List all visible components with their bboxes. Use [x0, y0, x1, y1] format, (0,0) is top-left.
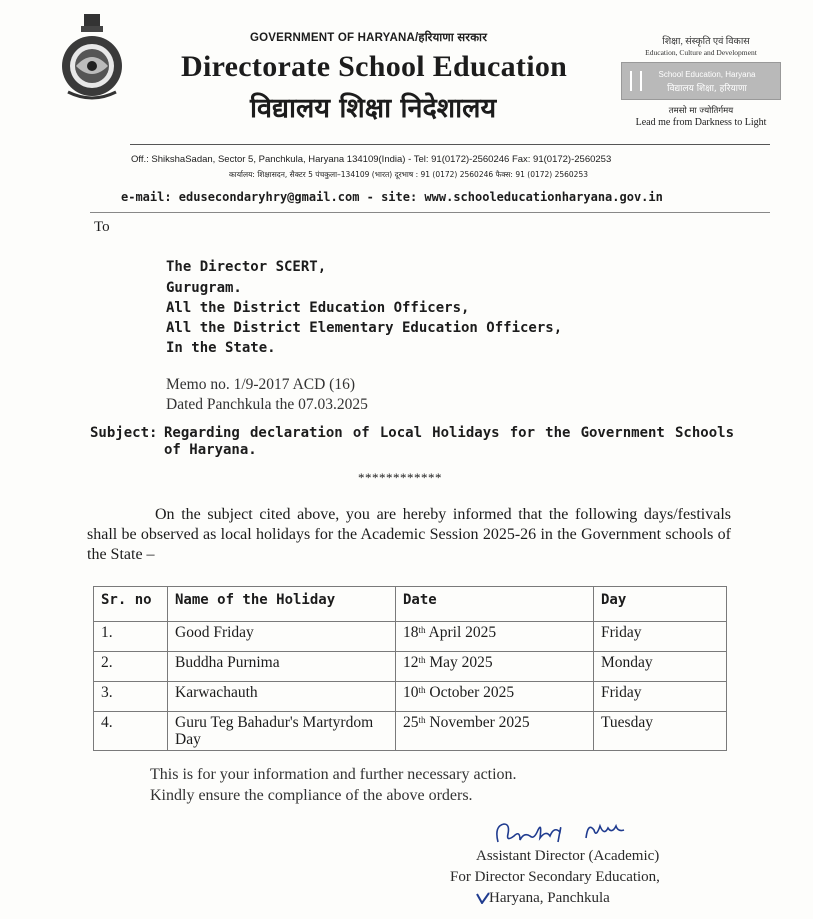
sr-cell: 2.	[94, 652, 168, 682]
signatory-location: Haryana, Panchkula	[489, 890, 610, 906]
sr-cell: 4.	[94, 712, 168, 751]
haryana-emblem-logo	[54, 12, 130, 104]
subject-text: Regarding declaration of Local Holidays for the Government Schools of Haryana.	[164, 425, 734, 458]
logo-tagline-english: Lead me from Darkness to Light	[635, 117, 767, 128]
logo-hindi-motto: शिक्षा, संस्कृति एवं विकास	[662, 37, 750, 47]
school-education-logo	[616, 34, 786, 138]
government-line: GOVERNMENT OF HARYANA/हरियाणा सरकार	[250, 32, 488, 44]
logo-banner-hindi: विद्यालय शिक्षा, हरियाणा	[667, 84, 747, 94]
logo-quote-mark-icon	[630, 71, 642, 91]
addressee-line: All the District Elementary Education Officers,	[166, 320, 563, 336]
addressee-line: All the District Education Officers,	[166, 300, 470, 316]
signatory-designation: Assistant Director (Academic)	[476, 848, 660, 864]
sr-cell: 1.	[94, 622, 168, 652]
day-cell: Tuesday	[594, 712, 727, 751]
email-site-line: e-mail: edusecondaryhry@gmail.com - site: www.schooleducationharyana.gov.in	[121, 190, 663, 204]
holiday-name-cell: Karwachauth	[168, 682, 396, 712]
date-cell: 12th May 2025	[396, 652, 594, 682]
closing-line: This is for your information and further necessary action.	[150, 766, 517, 783]
directorate-title: Directorate School Education	[181, 50, 568, 83]
to-label: To	[94, 219, 110, 235]
body-paragraph	[87, 505, 731, 565]
directorate-title-hindi: विद्यालय शिक्षा निदेशालय	[250, 93, 497, 124]
body-paragraph-text: On the subject cited above, you are hereby informed that the following days/festivals shall be observed as local holidays for the Academic Session 2025-26 in the Government schools of the State –	[87, 506, 731, 563]
logo-banner-english: School Education, Haryana	[658, 70, 756, 79]
holiday-name-cell: Buddha Purnima	[168, 652, 396, 682]
subject-label: Subject:	[90, 425, 158, 441]
column-header: Day	[594, 587, 727, 622]
addressee-line: The Director SCERT,	[166, 259, 327, 275]
addressee-line: Gurugram.	[166, 280, 242, 296]
separator-stars: ************	[358, 470, 442, 485]
subject-block	[90, 425, 736, 458]
date-cell: 25th November 2025	[396, 712, 594, 751]
table-row	[94, 712, 727, 751]
table-row	[94, 622, 727, 652]
memo-date: Dated Panchkula the 07.03.2025	[166, 396, 368, 413]
column-header: Name of the Holiday	[168, 587, 396, 622]
table-row	[94, 652, 727, 682]
date-cell: 10th October 2025	[396, 682, 594, 712]
holidays-table	[93, 586, 727, 751]
column-header: Date	[396, 587, 594, 622]
office-address-hindi: कार्यालय: शिक्षासदन, सैक्टर 5 पंचकुला–134109 (भारत) दूरभाष : 91 (0172) 2560246 फैक्स: 91 (0172) 2560253	[229, 170, 588, 179]
addressee-line: In the State.	[166, 340, 276, 356]
day-cell: Monday	[594, 652, 727, 682]
day-cell: Friday	[594, 622, 727, 652]
closing-line: Kindly ensure the compliance of the above orders.	[150, 787, 473, 804]
address-divider	[90, 212, 770, 213]
column-header: Sr. no	[94, 587, 168, 622]
header-divider	[130, 144, 770, 145]
handwritten-signature	[490, 812, 640, 852]
ink-mark-icon	[476, 892, 490, 904]
day-cell: Friday	[594, 682, 727, 712]
office-address: Off.: ShikshaSadan, Sector 5, Panchkula, Haryana 134109(India) - Tel: 91(0172)-2560246 Fax: 91(0172)-2560253	[131, 154, 612, 165]
signatory-office: For Director Secondary Education,	[450, 869, 660, 885]
holiday-name-cell: Good Friday	[168, 622, 396, 652]
logo-tagline-hindi: तमसो मा ज्योतिर्गमय	[668, 106, 734, 116]
memo-number: Memo no. 1/9-2017 ACD (16)	[166, 376, 356, 393]
date-cell: 18th April 2025	[396, 622, 594, 652]
logo-english-motto: Education, Culture and Development	[645, 48, 757, 57]
holiday-name-cell: Guru Teg Bahadur's Martyrdom Day	[168, 712, 396, 751]
logo-banner	[621, 62, 781, 100]
table-header-row	[94, 587, 727, 622]
sr-cell: 3.	[94, 682, 168, 712]
table-row	[94, 682, 727, 712]
